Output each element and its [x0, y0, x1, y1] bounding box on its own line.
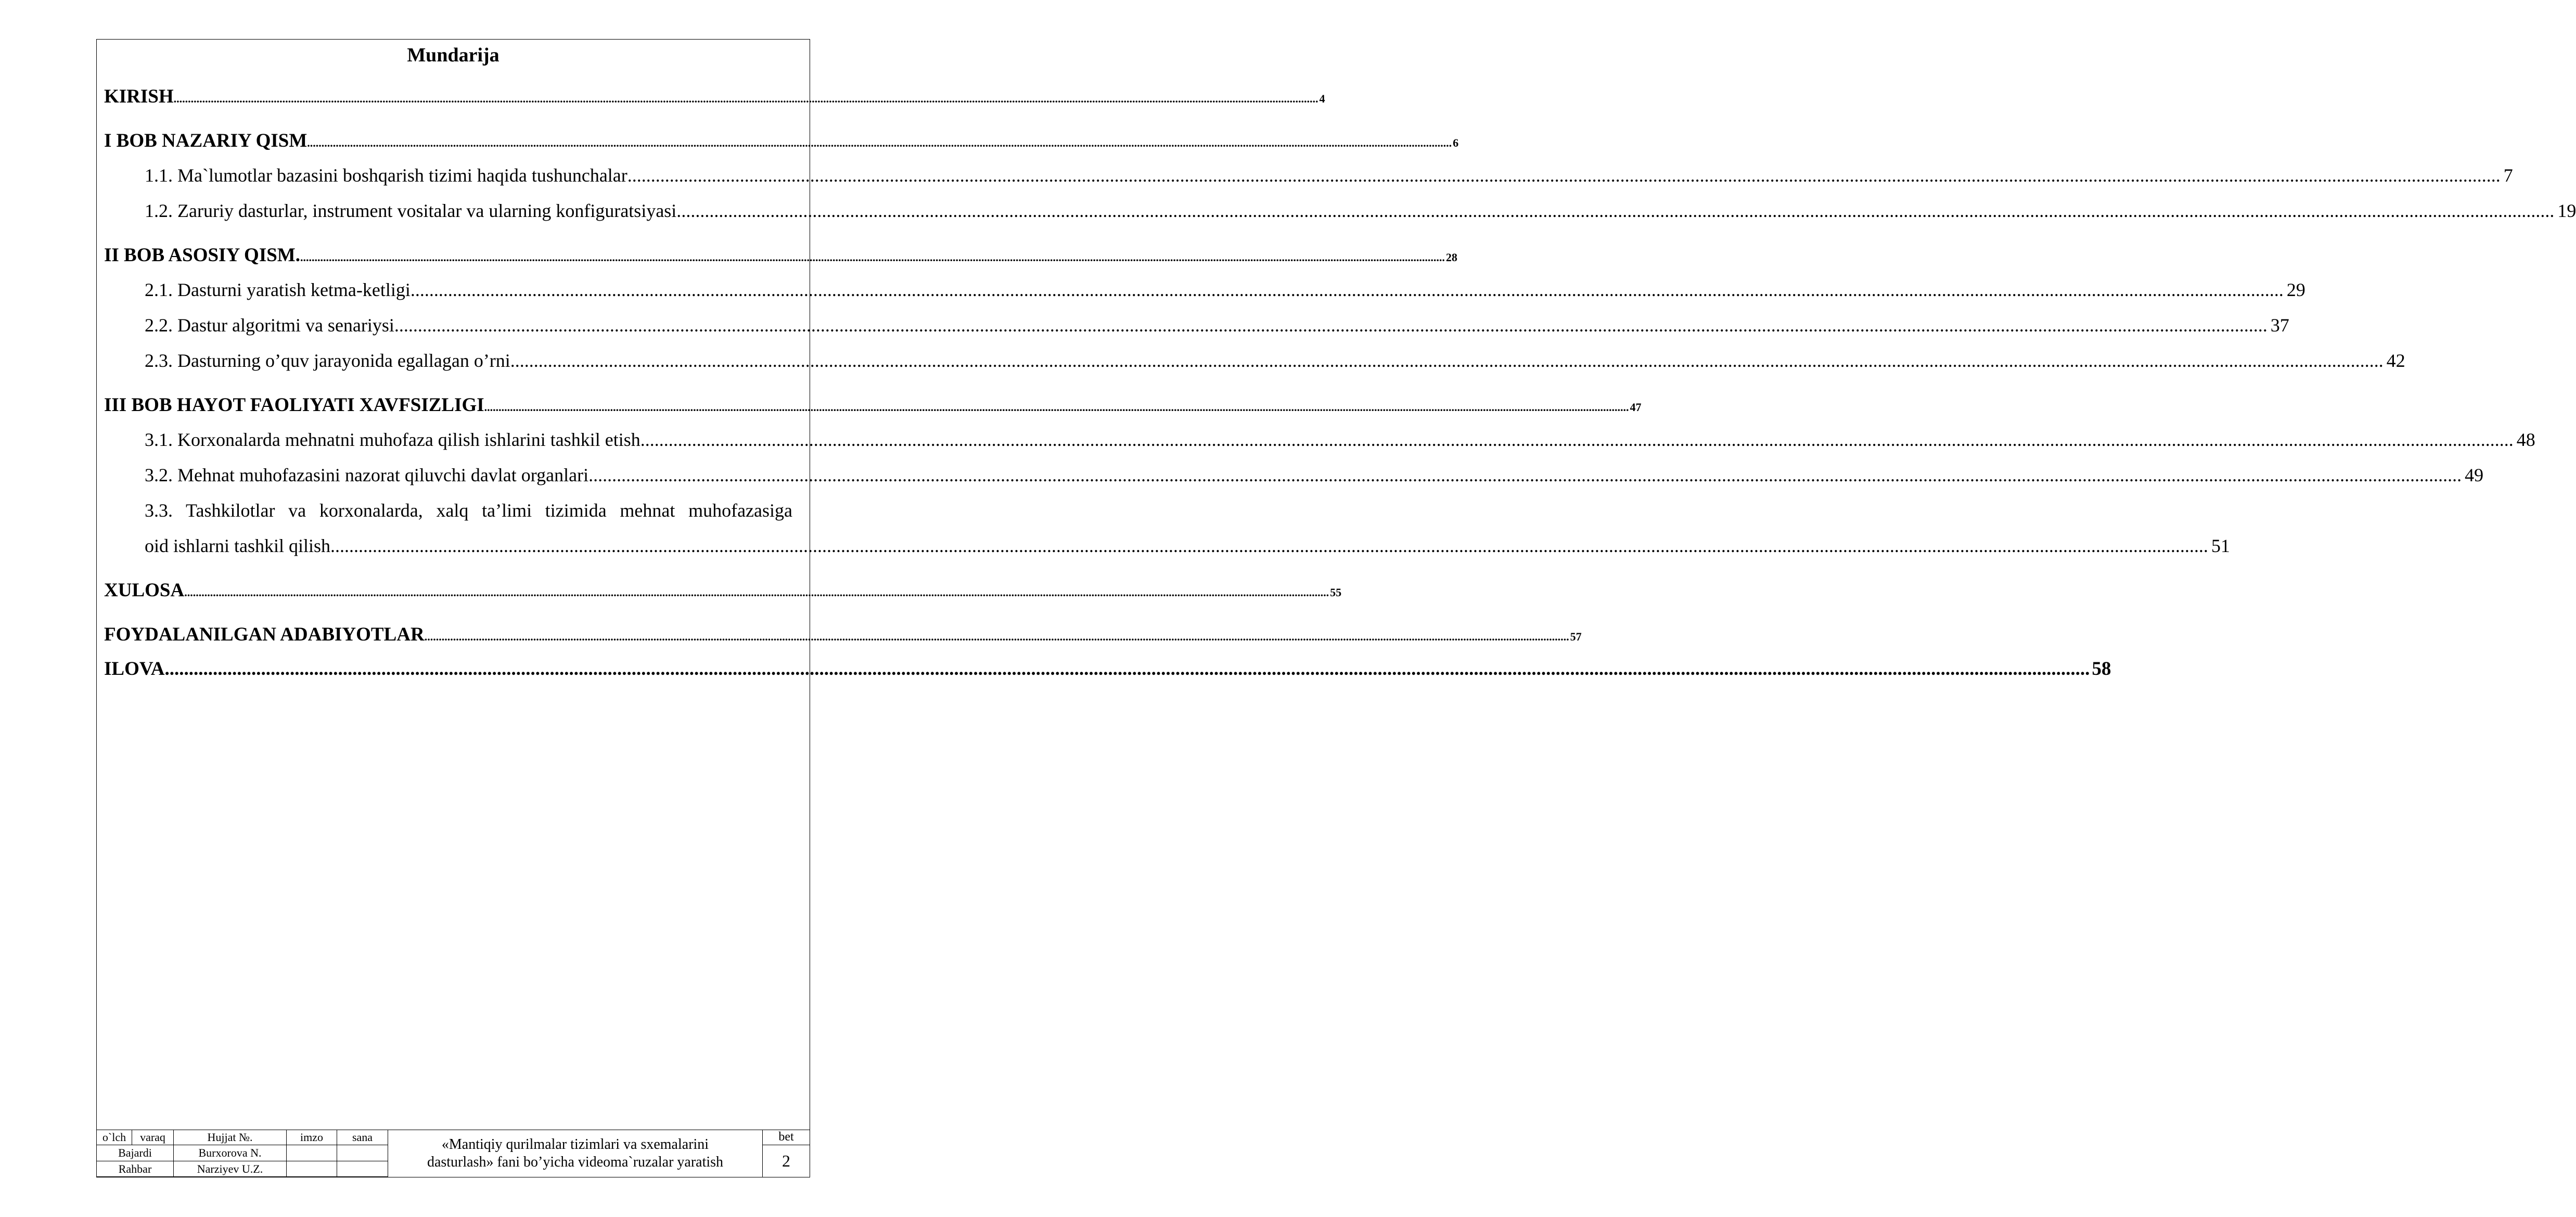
toc-entry-bob1[interactable] [104, 130, 1459, 152]
toc-page-number: 42 [2386, 350, 2405, 371]
toc-page-number: 47 [1630, 401, 1642, 414]
toc-entry-3-3-line2[interactable] [145, 535, 2230, 557]
toc-page-number: 19 [2557, 200, 2576, 221]
stamp-document-title [388, 1130, 763, 1177]
stamp-bajardi-sana [337, 1145, 388, 1161]
stamp-bet-label: bet [763, 1130, 810, 1145]
toc-entry-3-3-line1[interactable]: 3.3. Tashkilotlar va korxonalarda, xalq ta’limi tizimida mehnat muhofazasiga [145, 500, 792, 521]
toc-page-number: 48 [2516, 429, 2535, 450]
toc-entry-label: 2.3. Dasturning o’quv jarayonida egallagan o’rni [145, 350, 510, 371]
stamp-col-hujjat: Hujjat №. [174, 1130, 287, 1145]
toc-page-number: 57 [1570, 630, 1582, 643]
dot-leader: ................................................................................................................................................................................................................................................................................................................................................................................................................ [640, 429, 2514, 450]
toc-entry-label: III BOB HAYOT FAOLIYATI XAVFSIZLIGI [104, 394, 484, 416]
toc-entry-3-1[interactable] [145, 429, 2535, 451]
stamp-rahbar-sana [337, 1161, 388, 1177]
toc-entry-adabiyotlar[interactable] [104, 623, 1582, 646]
stamp-col-sana: sana [337, 1130, 388, 1145]
dot-leader: ................................................................................................................................................................................................................................................................................................................................................................................................................ [300, 251, 1445, 264]
toc-entry-2-2[interactable] [145, 314, 2289, 336]
toc-entry-xulosa[interactable] [104, 579, 1342, 601]
title-block [97, 1130, 810, 1177]
dot-leader: ................................................................................................................................................................................................................................................................................................................................................................................................................ [164, 658, 2090, 680]
dot-leader: ................................................................................................................................................................................................................................................................................................................................................................................................................ [424, 630, 1569, 643]
stamp-col-imzo: imzo [287, 1130, 337, 1145]
dot-leader: ................................................................................................................................................................................................................................................................................................................................................................................................................ [335, 535, 2208, 556]
toc-page-number: 37 [2270, 315, 2289, 336]
toc-entry-label: oid ishlarni tashkil qilish. [145, 535, 335, 556]
toc-page-number: 29 [2286, 279, 2305, 300]
toc-title: Mundarija [407, 44, 499, 66]
toc-entry-kirish[interactable] [104, 85, 1325, 108]
page-frame [96, 39, 2576, 1177]
toc-entry-label: XULOSA [104, 580, 185, 601]
toc-entry-3-2[interactable] [145, 464, 2484, 486]
toc-page-number: 7 [2503, 165, 2513, 186]
stamp-rahbar-imzo [287, 1161, 337, 1177]
toc-entry-2-3[interactable] [145, 350, 2405, 371]
dot-leader: ................................................................................................................................................................................................................................................................................................................................................................................................................ [307, 136, 1452, 149]
dot-leader: ................................................................................................................................................................................................................................................................................................................................................................................................................ [510, 350, 2383, 371]
toc-entry-label: 3.2. Mehnat muhofazasini nazorat qiluvchi davlat organlari [145, 465, 589, 485]
toc-entry-2-1[interactable] [145, 279, 2305, 301]
toc-entry-ilova[interactable] [104, 658, 2111, 680]
dot-leader: ................................................................................................................................................................................................................................................................................................................................................................................................................ [681, 200, 2555, 221]
stamp-bajardi-label: Bajardi [97, 1145, 174, 1161]
dot-leader: ................................................................................................................................................................................................................................................................................................................................................................................................................ [627, 165, 2501, 186]
stamp-col-varaq: varaq [132, 1130, 174, 1145]
toc-entry-label: 2.1. Dasturni yaratish ketma-ketligi [145, 279, 411, 300]
toc-page-number: 51 [2211, 535, 2230, 556]
toc-entry-label: 3.1. Korxonalarda mehnatni muhofaza qilish ishlarini tashkil etish [145, 429, 640, 450]
toc-entry-bob3[interactable] [104, 394, 1642, 416]
toc-entry-label: II BOB ASOSIY QISM. [104, 245, 300, 266]
stamp-title-line2: dasturlash» fani bo’yicha videoma`ruzalar yaratish [427, 1154, 724, 1170]
toc-entry-label: 2.2. Dastur algoritmi va senariysi [145, 315, 394, 336]
toc-page-number: 4 [1319, 92, 1325, 105]
toc-entry-label: KIRISH [104, 86, 174, 107]
dot-leader: ................................................................................................................................................................................................................................................................................................................................................................................................................ [484, 401, 1629, 414]
toc-page-number: 6 [1453, 136, 1459, 149]
stamp-page-number: 2 [782, 1151, 790, 1170]
toc-entry-label: 1.1. Ma`lumotlar bazasini boshqarish tizimi haqida tushunchalar [145, 165, 627, 186]
stamp-bajardi-imzo [287, 1145, 337, 1161]
stamp-bajardi-name: Burxorova N. [174, 1145, 287, 1161]
toc-entry-bob2[interactable] [104, 244, 1457, 266]
dot-leader: ................................................................................................................................................................................................................................................................................................................................................................................................................ [173, 92, 1318, 105]
stamp-rahbar-label: Rahbar [97, 1161, 174, 1177]
toc-page-number: 55 [1330, 586, 1342, 599]
dot-leader: ................................................................................................................................................................................................................................................................................................................................................................................................................ [184, 586, 1329, 599]
toc-entry-1-2[interactable] [145, 200, 2576, 222]
toc-page-number: 28 [1445, 251, 1457, 264]
toc-entry-label: 1.2. Zaruriy dasturlar, instrument vositalar va ularning konfiguratsiyasi. [145, 200, 682, 221]
toc-entry-label: FOYDALANILGAN ADABIYOTLAR [104, 624, 425, 645]
stamp-rahbar-name: Narziyev U.Z. [174, 1161, 287, 1177]
toc-page-number: 58 [2092, 658, 2111, 680]
dot-leader: ................................................................................................................................................................................................................................................................................................................................................................................................................ [410, 279, 2284, 300]
stamp-title-line1: «Mantiqiy qurilmalar tizimlari va sxemalarini [441, 1136, 709, 1152]
toc-entry-1-1[interactable] [145, 164, 2513, 186]
stamp-col-olch: o`lch [97, 1130, 132, 1145]
toc-entry-label: I BOB NAZARIY QISM [104, 130, 307, 151]
toc-entry-label: ILOVA [104, 658, 165, 680]
toc-page-number: 49 [2465, 465, 2484, 485]
dot-leader: ................................................................................................................................................................................................................................................................................................................................................................................................................ [588, 465, 2462, 485]
dot-leader: ................................................................................................................................................................................................................................................................................................................................................................................................................ [394, 315, 2267, 336]
